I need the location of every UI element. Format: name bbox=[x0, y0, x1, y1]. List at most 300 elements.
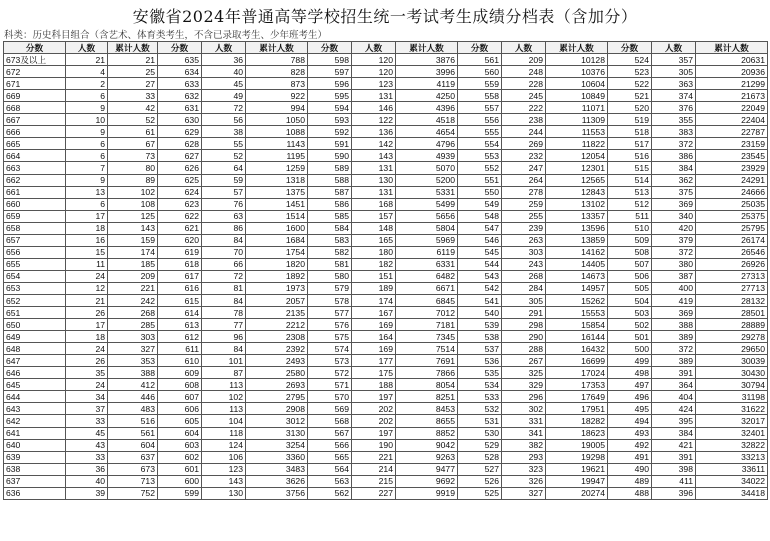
count-cell: 375 bbox=[652, 186, 696, 198]
count-cell: 340 bbox=[652, 210, 696, 222]
count-cell: 372 bbox=[652, 343, 696, 355]
cumulative-cell: 13357 bbox=[546, 210, 608, 222]
cumulative-cell: 9692 bbox=[396, 475, 458, 487]
score-header: 分数 bbox=[4, 42, 66, 54]
count-cell: 122 bbox=[352, 114, 396, 126]
cumulative-cell: 1050 bbox=[246, 114, 308, 126]
cumulative-cell: 67 bbox=[108, 138, 158, 150]
cumulative-cell: 5331 bbox=[396, 186, 458, 198]
score-cell: 610 bbox=[158, 355, 202, 367]
cumulative-cell: 446 bbox=[108, 391, 158, 403]
count-cell: 177 bbox=[352, 355, 396, 367]
count-cell: 76 bbox=[202, 198, 246, 210]
table-row bbox=[4, 331, 768, 343]
table-row bbox=[4, 234, 768, 246]
count-cell: 165 bbox=[352, 234, 396, 246]
count-cell: 102 bbox=[202, 391, 246, 403]
count-cell: 72 bbox=[202, 102, 246, 114]
count-cell: 36 bbox=[66, 463, 108, 475]
score-cell: 527 bbox=[458, 463, 502, 475]
score-cell: 628 bbox=[158, 138, 202, 150]
score-cell: 611 bbox=[158, 343, 202, 355]
score-cell: 490 bbox=[608, 463, 652, 475]
count-cell: 12 bbox=[66, 282, 108, 294]
table-row bbox=[4, 282, 768, 294]
score-cell: 659 bbox=[4, 210, 66, 222]
count-cell: 355 bbox=[652, 114, 696, 126]
score-cell: 617 bbox=[158, 270, 202, 282]
count-cell: 146 bbox=[352, 102, 396, 114]
count-cell: 404 bbox=[652, 391, 696, 403]
score-cell: 582 bbox=[308, 246, 352, 258]
count-cell: 168 bbox=[352, 198, 396, 210]
score-cell: 561 bbox=[458, 54, 502, 66]
count-cell: 329 bbox=[502, 379, 546, 391]
score-cell: 499 bbox=[608, 355, 652, 367]
cumulative-cell: 10376 bbox=[546, 66, 608, 78]
count-cell: 327 bbox=[502, 487, 546, 499]
count-cell: 374 bbox=[652, 90, 696, 102]
cumulative-cell: 5804 bbox=[396, 222, 458, 234]
cumulative-cell: 19947 bbox=[546, 475, 608, 487]
count-cell: 255 bbox=[502, 210, 546, 222]
count-cell: 21 bbox=[66, 294, 108, 306]
count-cell: 228 bbox=[502, 78, 546, 90]
cumulative-cell: 32017 bbox=[696, 415, 768, 427]
score-cell: 553 bbox=[458, 150, 502, 162]
score-cell: 541 bbox=[458, 294, 502, 306]
count-cell: 6 bbox=[66, 150, 108, 162]
count-cell: 36 bbox=[202, 54, 246, 66]
score-cell: 521 bbox=[608, 90, 652, 102]
count-cell: 269 bbox=[502, 138, 546, 150]
score-cell: 633 bbox=[158, 78, 202, 90]
score-cell: 559 bbox=[458, 78, 502, 90]
cumulative-cell: 34022 bbox=[696, 475, 768, 487]
cumulative-cell: 752 bbox=[108, 487, 158, 499]
count-cell: 424 bbox=[652, 403, 696, 415]
count-cell: 101 bbox=[202, 355, 246, 367]
cumulative-cell: 16699 bbox=[546, 355, 608, 367]
score-cell: 640 bbox=[4, 439, 66, 451]
cumulative-cell: 2308 bbox=[246, 331, 308, 343]
count-cell: 24 bbox=[66, 379, 108, 391]
count-cell: 372 bbox=[652, 246, 696, 258]
cumulative-cell: 26926 bbox=[696, 258, 768, 270]
count-cell: 268 bbox=[502, 270, 546, 282]
score-cell: 663 bbox=[4, 162, 66, 174]
count-cell: 120 bbox=[352, 66, 396, 78]
score-cell: 660 bbox=[4, 198, 66, 210]
cumulative-cell: 1820 bbox=[246, 258, 308, 270]
score-cell: 586 bbox=[308, 198, 352, 210]
cumulative-cell: 33611 bbox=[696, 463, 768, 475]
cumulative-cell: 17951 bbox=[546, 403, 608, 415]
count-cell: 35 bbox=[66, 367, 108, 379]
count-cell: 131 bbox=[352, 186, 396, 198]
count-cell: 21 bbox=[66, 54, 108, 66]
count-cell: 238 bbox=[502, 114, 546, 126]
count-header: 人数 bbox=[502, 42, 546, 54]
cumulative-cell: 2212 bbox=[246, 319, 308, 331]
score-cell: 557 bbox=[458, 102, 502, 114]
count-cell: 86 bbox=[202, 222, 246, 234]
count-cell: 263 bbox=[502, 234, 546, 246]
cumulative-cell: 3626 bbox=[246, 475, 308, 487]
count-cell: 15 bbox=[66, 246, 108, 258]
score-cell: 644 bbox=[4, 391, 66, 403]
count-cell: 411 bbox=[652, 475, 696, 487]
cumulative-cell: 4796 bbox=[396, 138, 458, 150]
score-cell: 594 bbox=[308, 102, 352, 114]
count-cell: 142 bbox=[352, 138, 396, 150]
table-row bbox=[4, 427, 768, 439]
count-cell: 164 bbox=[352, 331, 396, 343]
cumulative-cell: 4250 bbox=[396, 90, 458, 102]
count-cell: 130 bbox=[202, 487, 246, 499]
count-cell: 245 bbox=[502, 90, 546, 102]
count-cell: 6 bbox=[66, 198, 108, 210]
count-cell: 323 bbox=[502, 463, 546, 475]
score-cell: 533 bbox=[458, 391, 502, 403]
cumulative-cell: 11822 bbox=[546, 138, 608, 150]
count-cell: 104 bbox=[202, 415, 246, 427]
score-cell: 514 bbox=[608, 174, 652, 186]
count-cell: 259 bbox=[502, 198, 546, 210]
score-cell: 655 bbox=[4, 258, 66, 270]
table-row bbox=[4, 54, 768, 66]
cumulative-cell: 4396 bbox=[396, 102, 458, 114]
score-cell: 598 bbox=[308, 54, 352, 66]
cumulative-cell: 483 bbox=[108, 403, 158, 415]
cumulative-cell: 388 bbox=[108, 367, 158, 379]
cumulative-cell: 2057 bbox=[246, 294, 308, 306]
table-header-row bbox=[4, 42, 768, 54]
table-row bbox=[4, 90, 768, 102]
cumulative-cell: 21 bbox=[108, 54, 158, 66]
score-cell: 654 bbox=[4, 270, 66, 282]
score-cell: 503 bbox=[608, 307, 652, 319]
score-cell: 543 bbox=[458, 270, 502, 282]
score-cell: 615 bbox=[158, 294, 202, 306]
cumulative-cell: 828 bbox=[246, 66, 308, 78]
cumulative-cell: 3130 bbox=[246, 427, 308, 439]
cumulative-cell: 42 bbox=[108, 102, 158, 114]
cumulative-cell: 209 bbox=[108, 270, 158, 282]
table-row bbox=[4, 343, 768, 355]
cumulative-cell: 25035 bbox=[696, 198, 768, 210]
cumulative-cell: 30794 bbox=[696, 379, 768, 391]
score-cell: 574 bbox=[308, 343, 352, 355]
count-cell: 66 bbox=[202, 258, 246, 270]
cumulative-cell: 6119 bbox=[396, 246, 458, 258]
cumulative-cell: 1684 bbox=[246, 234, 308, 246]
score-cell: 646 bbox=[4, 367, 66, 379]
score-cell: 622 bbox=[158, 210, 202, 222]
count-cell: 33 bbox=[66, 415, 108, 427]
count-cell: 169 bbox=[352, 319, 396, 331]
count-cell: 214 bbox=[352, 463, 396, 475]
count-cell: 398 bbox=[652, 463, 696, 475]
count-cell: 17 bbox=[66, 319, 108, 331]
cumulative-cell: 242 bbox=[108, 294, 158, 306]
table-row bbox=[4, 403, 768, 415]
score-cell: 592 bbox=[308, 126, 352, 138]
count-cell: 376 bbox=[652, 102, 696, 114]
score-header: 分数 bbox=[608, 42, 652, 54]
score-cell: 511 bbox=[608, 210, 652, 222]
count-cell: 395 bbox=[652, 415, 696, 427]
count-cell: 182 bbox=[352, 258, 396, 270]
cumulative-cell: 5969 bbox=[396, 234, 458, 246]
score-cell: 626 bbox=[158, 162, 202, 174]
count-cell: 6 bbox=[66, 90, 108, 102]
table-row bbox=[4, 78, 768, 90]
table-row bbox=[4, 270, 768, 282]
count-cell: 6 bbox=[66, 138, 108, 150]
score-cell: 542 bbox=[458, 282, 502, 294]
cumulative-cell: 5499 bbox=[396, 198, 458, 210]
score-cell: 569 bbox=[308, 403, 352, 415]
cumulative-cell: 24291 bbox=[696, 174, 768, 186]
cumulative-cell: 20936 bbox=[696, 66, 768, 78]
count-cell: 180 bbox=[352, 246, 396, 258]
cumulative-cell: 15854 bbox=[546, 319, 608, 331]
score-cell: 627 bbox=[158, 150, 202, 162]
score-cell: 568 bbox=[308, 415, 352, 427]
score-cell: 593 bbox=[308, 114, 352, 126]
count-cell: 380 bbox=[652, 258, 696, 270]
cumulative-cell: 23929 bbox=[696, 162, 768, 174]
score-cell: 551 bbox=[458, 174, 502, 186]
cumulative-cell: 1973 bbox=[246, 282, 308, 294]
cumulative-header: 累计人数 bbox=[108, 42, 158, 54]
count-cell: 202 bbox=[352, 403, 396, 415]
table-row bbox=[4, 307, 768, 319]
count-cell: 400 bbox=[652, 282, 696, 294]
table-row bbox=[4, 150, 768, 162]
count-cell: 369 bbox=[652, 198, 696, 210]
count-cell: 244 bbox=[502, 126, 546, 138]
count-cell: 9 bbox=[66, 102, 108, 114]
cumulative-cell: 303 bbox=[108, 331, 158, 343]
score-cell: 556 bbox=[458, 114, 502, 126]
score-cell: 664 bbox=[4, 150, 66, 162]
score-cell: 505 bbox=[608, 282, 652, 294]
count-cell: 278 bbox=[502, 186, 546, 198]
score-cell: 575 bbox=[308, 331, 352, 343]
table-row bbox=[4, 355, 768, 367]
count-cell: 391 bbox=[652, 367, 696, 379]
cumulative-cell: 13102 bbox=[546, 198, 608, 210]
score-cell: 562 bbox=[308, 487, 352, 499]
cumulative-cell: 19005 bbox=[546, 439, 608, 451]
score-cell: 647 bbox=[4, 355, 66, 367]
count-cell: 9 bbox=[66, 126, 108, 138]
score-cell: 609 bbox=[158, 367, 202, 379]
cumulative-cell: 1514 bbox=[246, 210, 308, 222]
cumulative-cell: 2135 bbox=[246, 307, 308, 319]
score-cell: 645 bbox=[4, 379, 66, 391]
score-cell: 576 bbox=[308, 319, 352, 331]
cumulative-cell: 27713 bbox=[696, 282, 768, 294]
count-cell: 77 bbox=[202, 319, 246, 331]
count-cell: 387 bbox=[652, 270, 696, 282]
score-cell: 513 bbox=[608, 186, 652, 198]
cumulative-cell: 31198 bbox=[696, 391, 768, 403]
count-cell: 305 bbox=[652, 66, 696, 78]
score-cell: 524 bbox=[608, 54, 652, 66]
count-cell: 379 bbox=[652, 234, 696, 246]
table-row bbox=[4, 126, 768, 138]
count-cell: 118 bbox=[202, 427, 246, 439]
count-cell: 11 bbox=[66, 258, 108, 270]
score-cell: 656 bbox=[4, 246, 66, 258]
score-cell: 534 bbox=[458, 379, 502, 391]
cumulative-cell: 3996 bbox=[396, 66, 458, 78]
cumulative-cell: 10849 bbox=[546, 90, 608, 102]
cumulative-cell: 11553 bbox=[546, 126, 608, 138]
score-cell: 578 bbox=[308, 294, 352, 306]
count-cell: 175 bbox=[352, 367, 396, 379]
score-cell: 632 bbox=[158, 90, 202, 102]
score-cell: 648 bbox=[4, 343, 66, 355]
table-row bbox=[4, 138, 768, 150]
count-cell: 303 bbox=[502, 246, 546, 258]
score-cell: 498 bbox=[608, 367, 652, 379]
count-cell: 7 bbox=[66, 162, 108, 174]
cumulative-cell: 637 bbox=[108, 451, 158, 463]
score-cell: 554 bbox=[458, 138, 502, 150]
cumulative-cell: 15262 bbox=[546, 294, 608, 306]
cumulative-cell: 713 bbox=[108, 475, 158, 487]
score-cell: 589 bbox=[308, 162, 352, 174]
score-cell: 665 bbox=[4, 138, 66, 150]
score-cell: 672 bbox=[4, 66, 66, 78]
table-row bbox=[4, 463, 768, 475]
cumulative-cell: 9263 bbox=[396, 451, 458, 463]
score-cell: 540 bbox=[458, 307, 502, 319]
cumulative-cell: 14957 bbox=[546, 282, 608, 294]
count-cell: 40 bbox=[66, 475, 108, 487]
count-cell: 45 bbox=[66, 427, 108, 439]
cumulative-cell: 185 bbox=[108, 258, 158, 270]
score-cell: 545 bbox=[458, 246, 502, 258]
score-cell: 669 bbox=[4, 90, 66, 102]
cumulative-cell: 412 bbox=[108, 379, 158, 391]
cumulative-cell: 10604 bbox=[546, 78, 608, 90]
cumulative-cell: 174 bbox=[108, 246, 158, 258]
score-cell: 587 bbox=[308, 186, 352, 198]
count-cell: 130 bbox=[352, 174, 396, 186]
score-cell: 512 bbox=[608, 198, 652, 210]
cumulative-cell: 604 bbox=[108, 439, 158, 451]
count-cell: 302 bbox=[502, 403, 546, 415]
table-row bbox=[4, 451, 768, 463]
count-cell: 331 bbox=[502, 415, 546, 427]
cumulative-cell: 2908 bbox=[246, 403, 308, 415]
cumulative-cell: 2795 bbox=[246, 391, 308, 403]
cumulative-cell: 1600 bbox=[246, 222, 308, 234]
count-cell: 81 bbox=[202, 282, 246, 294]
cumulative-cell: 3756 bbox=[246, 487, 308, 499]
cumulative-cell: 143 bbox=[108, 222, 158, 234]
cumulative-cell: 25375 bbox=[696, 210, 768, 222]
cumulative-cell: 14162 bbox=[546, 246, 608, 258]
table-row bbox=[4, 246, 768, 258]
score-cell: 603 bbox=[158, 439, 202, 451]
count-cell: 197 bbox=[352, 427, 396, 439]
cumulative-cell: 108 bbox=[108, 198, 158, 210]
cumulative-cell: 873 bbox=[246, 78, 308, 90]
count-cell: 40 bbox=[202, 66, 246, 78]
score-cell: 639 bbox=[4, 451, 66, 463]
cumulative-cell: 922 bbox=[246, 90, 308, 102]
cumulative-cell: 52 bbox=[108, 114, 158, 126]
cumulative-cell: 16432 bbox=[546, 343, 608, 355]
count-cell: 421 bbox=[652, 439, 696, 451]
cumulative-cell: 18623 bbox=[546, 427, 608, 439]
table-row bbox=[4, 379, 768, 391]
cumulative-cell: 11309 bbox=[546, 114, 608, 126]
count-cell: 96 bbox=[202, 331, 246, 343]
count-cell: 341 bbox=[502, 427, 546, 439]
cumulative-cell: 12565 bbox=[546, 174, 608, 186]
count-header: 人数 bbox=[352, 42, 396, 54]
count-cell: 396 bbox=[652, 487, 696, 499]
score-cell: 548 bbox=[458, 210, 502, 222]
score-cell: 599 bbox=[158, 487, 202, 499]
cumulative-cell: 17649 bbox=[546, 391, 608, 403]
count-cell: 34 bbox=[66, 391, 108, 403]
count-cell: 24 bbox=[66, 343, 108, 355]
count-cell: 384 bbox=[652, 427, 696, 439]
score-cell: 601 bbox=[158, 463, 202, 475]
cumulative-cell: 14673 bbox=[546, 270, 608, 282]
table-row bbox=[4, 294, 768, 306]
cumulative-cell: 32822 bbox=[696, 439, 768, 451]
count-cell: 124 bbox=[202, 439, 246, 451]
score-cell: 630 bbox=[158, 114, 202, 126]
cumulative-header: 累计人数 bbox=[696, 42, 768, 54]
count-cell: 57 bbox=[202, 186, 246, 198]
score-cell: 597 bbox=[308, 66, 352, 78]
score-cell: 629 bbox=[158, 126, 202, 138]
score-cell: 539 bbox=[458, 319, 502, 331]
cumulative-cell: 1451 bbox=[246, 198, 308, 210]
count-cell: 215 bbox=[352, 475, 396, 487]
count-cell: 151 bbox=[352, 270, 396, 282]
cumulative-cell: 15553 bbox=[546, 307, 608, 319]
score-cell: 667 bbox=[4, 114, 66, 126]
score-cell: 509 bbox=[608, 234, 652, 246]
score-cell: 584 bbox=[308, 222, 352, 234]
table-row bbox=[4, 66, 768, 78]
count-cell: 247 bbox=[502, 162, 546, 174]
cumulative-cell: 20631 bbox=[696, 54, 768, 66]
table-row bbox=[4, 198, 768, 210]
score-cell: 552 bbox=[458, 162, 502, 174]
count-cell: 148 bbox=[352, 222, 396, 234]
cumulative-cell: 1195 bbox=[246, 150, 308, 162]
cumulative-cell: 17353 bbox=[546, 379, 608, 391]
count-cell: 55 bbox=[202, 138, 246, 150]
score-cell: 618 bbox=[158, 258, 202, 270]
count-cell: 232 bbox=[502, 150, 546, 162]
cumulative-cell: 1754 bbox=[246, 246, 308, 258]
cumulative-cell: 268 bbox=[108, 307, 158, 319]
score-cell: 573 bbox=[308, 355, 352, 367]
